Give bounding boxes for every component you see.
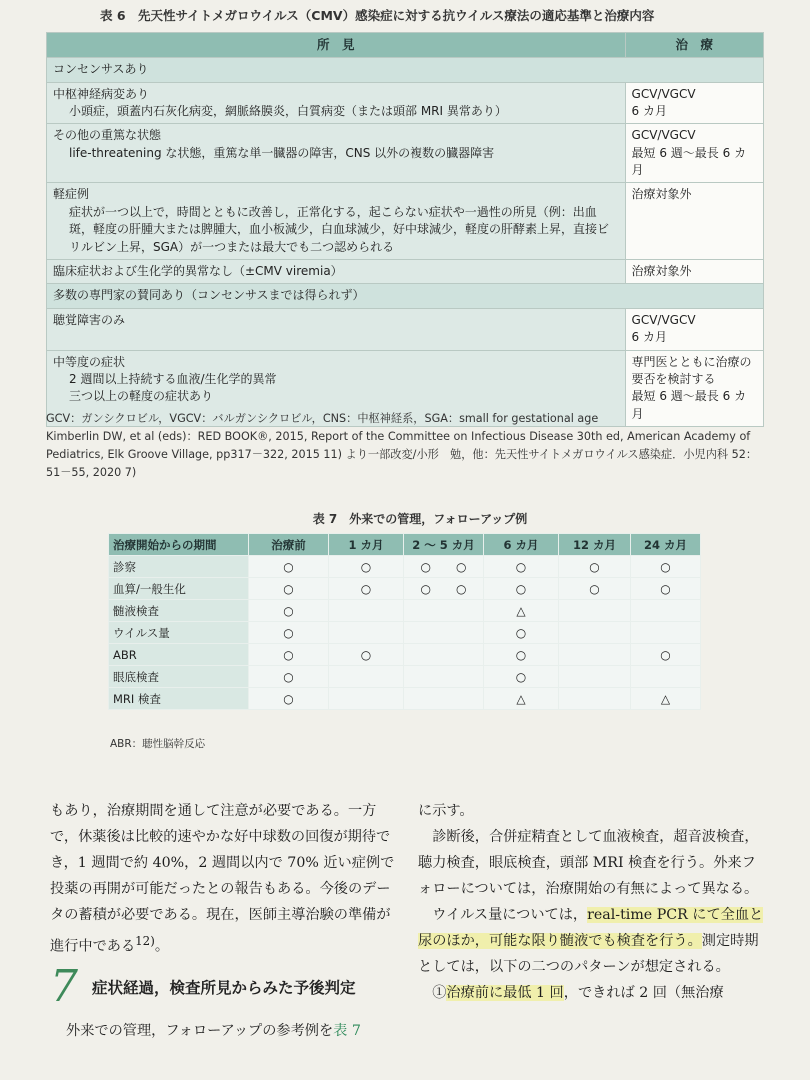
table6-row: [47, 183, 764, 260]
table7-cell: △: [484, 600, 559, 622]
table7-mark: ○: [456, 581, 467, 596]
table7-cell-split: [408, 560, 479, 574]
table7-cell: ○: [484, 644, 559, 666]
table7-cell: [329, 622, 404, 644]
table7-cell: [404, 578, 484, 600]
table7-row-label: 眼底検査: [109, 666, 249, 688]
table7-cell: ○: [249, 556, 329, 578]
table-row: [109, 622, 701, 644]
table7-cell: [404, 556, 484, 578]
table7-cell: ○: [484, 666, 559, 688]
table7-cell: [404, 644, 484, 666]
table7-row-label: 髄液検査: [109, 600, 249, 622]
table6-treatment: 専門医とともに治療の 要否を検討する 最短 6 週～最長 6 カ月: [625, 350, 763, 427]
table7-cell: ○: [249, 578, 329, 600]
table7-cell: [559, 622, 631, 644]
table6-section-label: 多数の専門家の賛同あり（コンセンサスまでは得られず）: [47, 284, 764, 308]
table7-mark: ○: [456, 559, 467, 574]
left-paragraph-ref: 12): [135, 934, 155, 948]
table7-cell: [559, 688, 631, 710]
table7-cell: ○: [484, 578, 559, 600]
table7-cell: [631, 666, 701, 688]
table7-cell: ○: [559, 578, 631, 600]
table7-cell: [404, 688, 484, 710]
table6-section-row: [47, 284, 764, 308]
left-paragraph-text: もあり，治療期間を通して注意が必要である。一方で，休薬後は比較的速やかな好中球数の回復が期待でき，1 週間で約 40%，2 週間以内で 70% 近い症例で投薬の再開が可能だったとの報告もある。今後のデータの蓄積が必要である。現在，医師主導治験の準備が進行中である: [50, 803, 395, 955]
table7-mark: ○: [420, 559, 431, 574]
right-paragraph-4-a: ①: [432, 985, 447, 1001]
table7-mark: ○: [420, 581, 431, 596]
table6-treatment: GCV/VGCV 6 カ月: [625, 82, 763, 124]
section-number: 7: [50, 961, 78, 1012]
table6-row: [47, 260, 764, 284]
table7-cell: [559, 644, 631, 666]
table7-cell: [559, 600, 631, 622]
table6-row: [47, 82, 764, 124]
table7-cell: ○: [249, 600, 329, 622]
table7-cell: [329, 600, 404, 622]
table-row: [109, 666, 701, 688]
table6-finding-body: 2 週間以上持続する血液/生化学的異常 三つ以上の軽度の症状あり: [69, 371, 277, 404]
table6-finding: [47, 308, 626, 350]
table-row: [109, 578, 701, 600]
table7-cell: ○: [559, 556, 631, 578]
table7-column-header: 6 カ月: [484, 534, 559, 556]
table7-row-label: MRI 検査: [109, 688, 249, 710]
table7-cell: ○: [631, 644, 701, 666]
table6-section-row: [47, 58, 764, 82]
table7-cell: ○: [631, 578, 701, 600]
table7-cell: ○: [484, 556, 559, 578]
left-paragraph: [50, 798, 396, 960]
table7: [108, 533, 701, 710]
table7-row-label: ABR: [109, 644, 249, 666]
table7-cell: ○: [484, 622, 559, 644]
highlighted-text: real-time PCR にて全血と尿のほか，可能な限り髄液でも検査を行う。: [418, 907, 764, 949]
table7-cell: ○: [249, 666, 329, 688]
table6-header-findings: 所 見: [47, 33, 626, 58]
table6-treatment: GCV/VGCV 最短 6 週～最長 6 カ月: [625, 124, 763, 183]
table6-row: [47, 308, 764, 350]
right-paragraph-3-a: ウイルス量については，: [432, 907, 588, 923]
table7-column-header: 24 カ月: [631, 534, 701, 556]
table6-abbrev: GCV：ガンシクロビル，VGCV：バルガンシクロビル，CNS：中枢神経系，SGA：small for gestational age: [46, 412, 599, 425]
section-title: 症状経過，検査所見からみた予後判定: [92, 979, 356, 997]
table6-finding-title: 中等度の症状: [53, 354, 126, 369]
table6-finding: [47, 82, 626, 124]
table7-column-header: 2 ～ 5 カ月: [404, 534, 484, 556]
table7-caption: 表 7 外来での管理，フォローアップ例: [312, 512, 528, 526]
right-paragraph-3-b: 測定時期としては，以下の二つのパターンが想定される。: [418, 933, 759, 975]
table6-finding: [47, 260, 626, 284]
table6-source: Kimberlin DW, et al (eds)：RED BOOK®, 2015, Report of the Committee on Infectious Disease 30th ed, American Academy of Pediatrics, Elk Groove Village, pp317－322, 2015 11) より一部改変/小形 勉，他：先天性サイトメガロウイルス感染症．小児内科 52：51－55, 2020 7): [46, 430, 758, 480]
table7-cell: △: [631, 688, 701, 710]
table7-body: [109, 556, 701, 710]
table7-cell: △: [484, 688, 559, 710]
table7-cell: ○: [329, 556, 404, 578]
table7-cell: ○: [631, 556, 701, 578]
table6-finding: [47, 183, 626, 260]
table7-column-header: 1 カ月: [329, 534, 404, 556]
table7-cell: ○: [329, 578, 404, 600]
table6: [46, 32, 764, 427]
table6-row: [47, 124, 764, 183]
table7-cell: [404, 600, 484, 622]
table7-cell: ○: [249, 688, 329, 710]
table6-treatment: 治療対象外: [625, 260, 763, 284]
table7-cell: [404, 622, 484, 644]
table7-column-header: 治療前: [249, 534, 329, 556]
table7-cell: [329, 666, 404, 688]
table6-body: [47, 58, 764, 427]
left-paragraph-end: 。: [154, 938, 170, 955]
table7-column-header: 12 カ月: [559, 534, 631, 556]
table6-finding-title: 聴覚障害のみ: [53, 312, 126, 327]
right-paragraph-4: [418, 980, 764, 1006]
table-row: [109, 556, 701, 578]
table-row: [109, 600, 701, 622]
section-heading: [50, 962, 400, 1012]
table7-row-label: ウイルス量: [109, 622, 249, 644]
table7-cell: [631, 600, 701, 622]
table7-cell: [404, 666, 484, 688]
table7-column-header: 治療開始からの期間: [109, 534, 249, 556]
table7-cell: ○: [329, 644, 404, 666]
table7-note: ABR：聴性脳幹反応: [110, 738, 206, 750]
table6-finding-title: 臨床症状および生化学的異常なし（±CMV viremia）: [53, 264, 343, 279]
body-left-column: [50, 798, 396, 960]
table-row: [109, 644, 701, 666]
table6-caption: 表 6 先天性サイトメガロウイルス（CMV）感染症に対する抗ウイルス療法の適応基準と治療内容: [100, 8, 655, 23]
table7-cell: ○: [249, 622, 329, 644]
table7-cell: [631, 622, 701, 644]
table7-row-label: 血算/一般生化: [109, 578, 249, 600]
right-paragraph-2: 診断後，合併症精査として血液検査，超音波検査，聴力検査，眼底検査，頭部 MRI 検査を行う。外来フォローについては，治療開始の有無によって異なる。: [418, 829, 759, 897]
right-paragraph-3: [418, 902, 764, 980]
table6-finding-body: life-threatening な状態，重篤な単一臓器の障害，CNS 以外の複数の臓器障害: [69, 145, 495, 160]
section-intro: [66, 1018, 406, 1044]
table7-link[interactable]: 表 7: [333, 1023, 361, 1039]
table7-cell: [559, 666, 631, 688]
table7-cell: [329, 688, 404, 710]
right-line-1: に示す。: [418, 803, 474, 819]
table7-header-row: [109, 534, 701, 556]
table6-header-treatment: 治 療: [625, 33, 763, 58]
table6-finding-body: 小頭症，頭蓋内石灰化病変，網脈絡膜炎，白質病変（または頭部 MRI 異常あり）: [69, 103, 507, 118]
table6-finding-title: 中枢神経病変あり: [53, 86, 150, 101]
table6-treatment: GCV/VGCV 6 カ月: [625, 308, 763, 350]
table6-finding-title: 軽症例: [53, 187, 90, 202]
table6-treatment: 治療対象外: [625, 183, 763, 260]
table6-finding-body: 症状が一つ以上で，時間とともに改善し，正常化する，起こらない症状や一過性の所見（例：出血斑，軽度の肝腫大または脾腫大，血小板減少，白血球減少，好中球減少，軽度の肝酵素上昇，直接ビリルビン上昇，SGA）が一つまたは最大でも二つ認められる: [69, 204, 610, 254]
section-intro-text: 外来での管理，フォローアップの参考例を: [66, 1023, 334, 1039]
table6-notes: [46, 410, 766, 483]
table7-cell: ○: [249, 644, 329, 666]
table7-row-label: 診察: [109, 556, 249, 578]
table-row: [109, 688, 701, 710]
right-paragraph-4-b: ，できれば 2 回（無治療: [563, 985, 724, 1001]
table7-cell-split: [408, 582, 479, 596]
table6-finding-title: その他の重篤な状態: [53, 128, 162, 143]
highlighted-text-2: 治療前に最低 1 回: [446, 985, 564, 1001]
body-right-column: [418, 798, 764, 1006]
table6-finding: [47, 124, 626, 183]
table6-section-label: コンセンサスあり: [47, 58, 764, 82]
